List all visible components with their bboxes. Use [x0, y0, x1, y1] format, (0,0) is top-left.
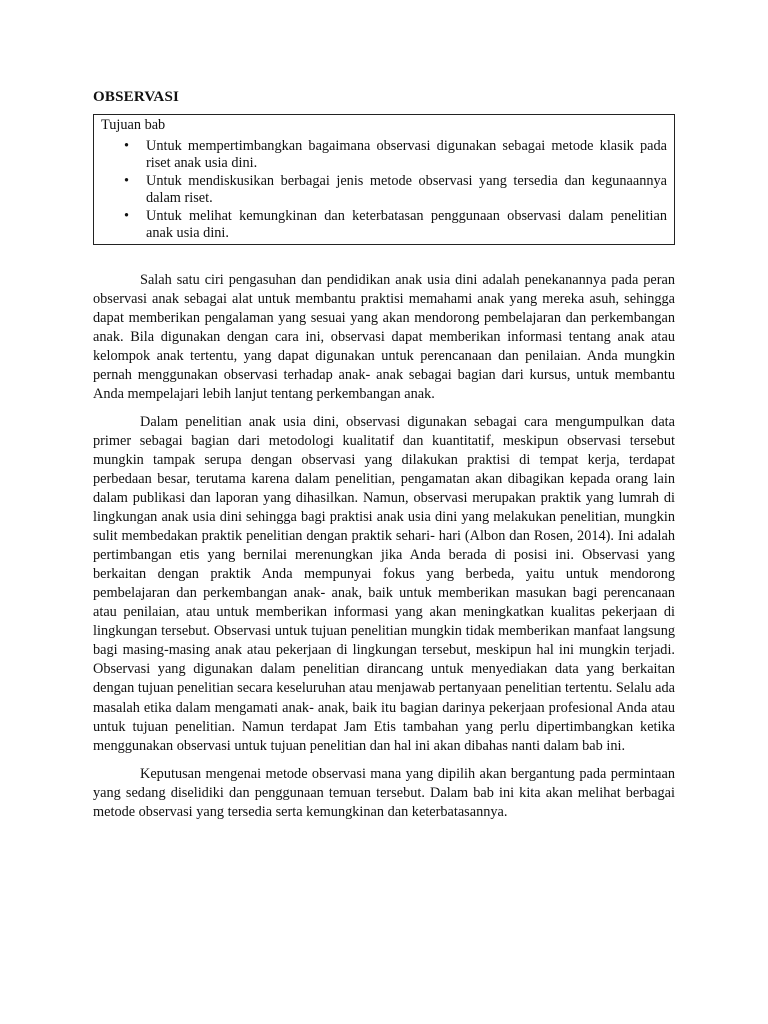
body-paragraph-3: Keputusan mengenai metode observasi mana yang dipilih akan bergantung pada permintaan yang sedang diselidiki dan penggunaan temuan tersebut. Dalam bab ini kita akan melihat berbagai metode observasi yang tersedia serta kemungkinan dan keterbatasannya. — [93, 765, 675, 820]
objective-item — [101, 173, 667, 208]
objectives-list — [101, 138, 667, 243]
bullet-icon: • — [124, 172, 130, 189]
body-paragraph-2: Dalam penelitian anak usia dini, observasi digunakan sebagai cara mengumpulkan data primer sebagai bagian dari metodologi kualitatif dan kuantitatif, meskipun observasi tersebut mungkin tampak serupa dengan observasi yang dilakukan praktisi di tempat kerja, terdapat perbedaan besar, terutama karena dalam penelitian, pengamatan akan dibagikan kepada orang lain dalam publikasi dan laporan yang dihasilkan. Namun, observasi merupakan praktik yang lumrah di lingkungan anak usia dini sehingga bagi praktisi anak usia dini yang melakukan penelitian, mungkin sulit membedakan praktik penelitian dengan praktik sehari- hari (Albon dan Rosen, 2014). Ini adalah pertimbangan etis yang bernilai merenungkan jika Anda berada di posisi ini. Observasi yang berkaitan dengan praktik Anda mempunyai fokus yang berbeda, yaitu untuk mendorong pembelajaran dan perkembangan anak- anak, baik untuk memberikan masukan bagi perencanaan atau penilaian, atau untuk memberikan informasi yang akan meningkatkan kualitas pekerjaan di lingkungan tersebut. Observasi untuk tujuan penelitian mungkin tidak memberikan manfaat langsung bagi masing-masing anak atau pekerjaan di lingkungan tersebut, meskipun hal ini mungkin terjadi. Observasi yang digunakan dalam penelitian dirancang untuk menyediakan data yang berkaitan dengan tujuan penelitian secara keseluruhan atau menjawab pertanyaan penelitian tertentu. Selalu ada masalah etika dalam mengamati anak- anak, baik itu bagian darinya pekerjaan profesional Anda atau untuk tujuan penelitian. Namun terdapat Jam Etis tambahan yang perlu dipertimbangkan ketika menggunakan observasi untuk tujuan penelitian dan hal ini akan dibahas nanti dalam bab ini. — [93, 413, 675, 754]
objectives-heading: Tujuan bab — [101, 117, 166, 133]
body-paragraph-1: Salah satu ciri pengasuhan dan pendidikan anak usia dini adalah penekanannya pada peran observasi anak sebagai alat untuk membantu praktisi memahami anak yang mereka asuh, sehingga dapat memberikan pengalaman yang sesuai yang akan mendorong pembelajaran dan perkembangan anak. Bila digunakan dengan cara ini, observasi dapat memberikan informasi tentang anak atau kelompok anak tertentu, yang dapat digunakan untuk perencanaan dan penilaian. Anda mungkin pernah menggunakan observasi terhadap anak- anak sebagai bagian dari kursus, untuk membantu Anda mempelajari lebih lanjut tentang perkembangan anak. — [93, 271, 675, 402]
document-page — [93, 88, 675, 822]
bullet-icon: • — [124, 137, 130, 154]
section-title: OBSERVASI — [93, 89, 180, 105]
chapter-objectives-box — [93, 114, 675, 245]
objective-item — [101, 208, 667, 243]
objective-text: Untuk mempertimbangkan bagaimana observasi digunakan sebagai metode klasik pada riset anak usia dini. — [146, 137, 667, 171]
bullet-icon: • — [124, 207, 130, 224]
objective-item — [101, 138, 667, 173]
objective-text: Untuk mendiskusikan berbagai jenis metode observasi yang tersedia dan kegunaannya dalam riset. — [146, 172, 667, 206]
objective-text: Untuk melihat kemungkinan dan keterbatasan penggunaan observasi dalam penelitian anak usia dini. — [146, 207, 667, 241]
